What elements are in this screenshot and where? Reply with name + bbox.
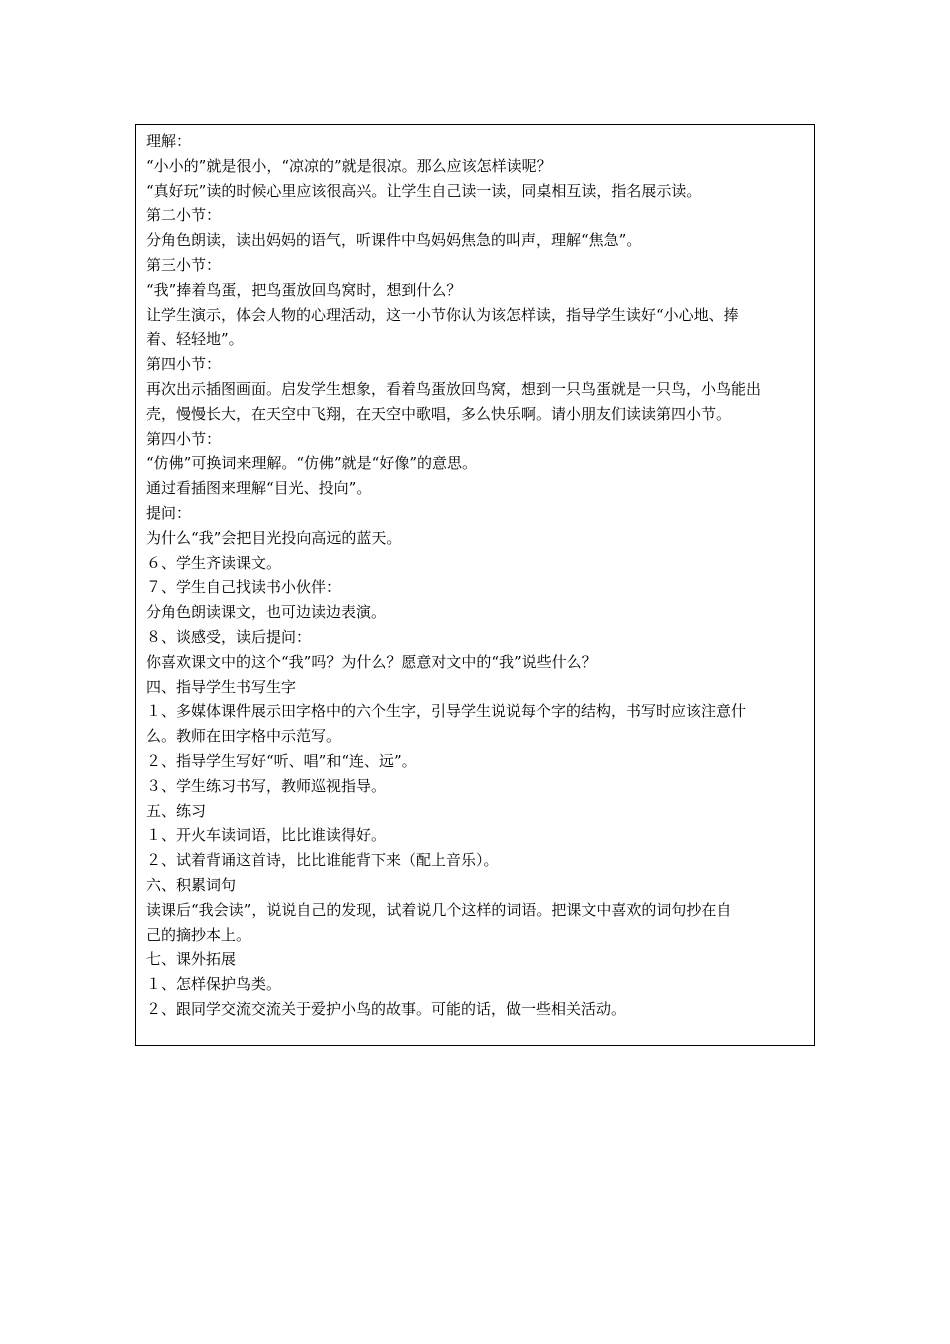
text-line: ６、学生齐读课文。 xyxy=(146,553,282,572)
text-line: ７、学生自己找读书小伙伴： xyxy=(146,578,342,597)
text-line: １、怎样保护鸟类。 xyxy=(146,975,282,994)
text-line: ２、试着背诵这首诗，比比谁能背下来（配上音乐）。 xyxy=(146,851,499,870)
text-line: 分角色朗读课文，也可边读边表演。 xyxy=(146,603,387,622)
text-line: 第三小节： xyxy=(146,255,222,274)
text-line: ８、谈感受，读后提问： xyxy=(146,627,312,646)
text-line: 第四小节： xyxy=(146,355,222,374)
lesson-plan-table-cell xyxy=(135,124,815,1046)
text-line: 第二小节： xyxy=(146,206,222,225)
text-line: 七、课外拓展 xyxy=(146,950,237,969)
text-line: 通过看插图来理解“目光、投向”。 xyxy=(146,479,372,498)
text-line: 四、指导学生书写生字 xyxy=(146,677,297,696)
text-line: 五、练习 xyxy=(146,801,207,820)
text-line: “仿佛”可换词来理解。“仿佛”就是“好像”的意思。 xyxy=(146,454,478,473)
text-line: “我”捧着鸟蛋，把鸟蛋放回鸟窝时，想到什么？ xyxy=(146,280,462,299)
text-line: 六、积累词句 xyxy=(146,875,237,894)
text-line: １、多媒体课件展示田字格中的六个生字，引导学生说说每个字的结构，书写时应该注意什 xyxy=(146,702,747,721)
text-line: 第四小节： xyxy=(146,429,222,448)
lesson-plan-text xyxy=(146,129,808,1022)
text-line: 分角色朗读，读出妈妈的语气，听课件中鸟妈妈焦急的叫声，理解“焦急”。 xyxy=(146,231,642,250)
text-line: 理解： xyxy=(146,132,192,150)
text-line: “真好玩”读的时候心里应该很高兴。让学生自己读一读，同桌相互读，指名展示读。 xyxy=(146,181,702,200)
text-line: 着、轻轻地”。 xyxy=(146,330,244,349)
text-line: 壳，慢慢长大，在天空中飞翔，在天空中歌唱，多么快乐啊。请小朋友们读读第四小节。 xyxy=(146,404,732,423)
text-line: 让学生演示，体会人物的心理活动，这一小节你认为该怎样读，指导学生读好“小心地、捧 xyxy=(146,305,739,324)
text-line: 提问： xyxy=(146,503,192,522)
text-line: 么。教师在田字格中示范写。 xyxy=(146,727,342,746)
text-line: １、开火车读词语，比比谁读得好。 xyxy=(146,826,387,845)
text-line: 己的摘抄本上。 xyxy=(146,925,252,944)
text-line: 你喜欢课文中的这个“我”吗？为什么？愿意对文中的“我”说些什么？ xyxy=(146,652,597,671)
text-line: ２、指导学生写好“听、唱”和“连、远”。 xyxy=(146,751,417,770)
text-line: 读课后“我会读”，说说自己的发现，试着说几个这样的词语。把课文中喜欢的词句抄在自 xyxy=(146,900,732,919)
text-line: 再次出示插图画面。启发学生想象，看着鸟蛋放回鸟窝，想到一只鸟蛋就是一只鸟，小鸟能出 xyxy=(146,379,762,398)
text-line: 为什么“我”会把目光投向高远的蓝天。 xyxy=(146,528,402,547)
text-line: “小小的”就是很小，“凉凉的”就是很凉。那么应该怎样读呢？ xyxy=(146,156,552,175)
text-line: ３、学生练习书写，教师巡视指导。 xyxy=(146,776,387,795)
text-line: ２、跟同学交流交流关于爱护小鸟的故事。可能的话，做一些相关活动。 xyxy=(146,999,627,1018)
